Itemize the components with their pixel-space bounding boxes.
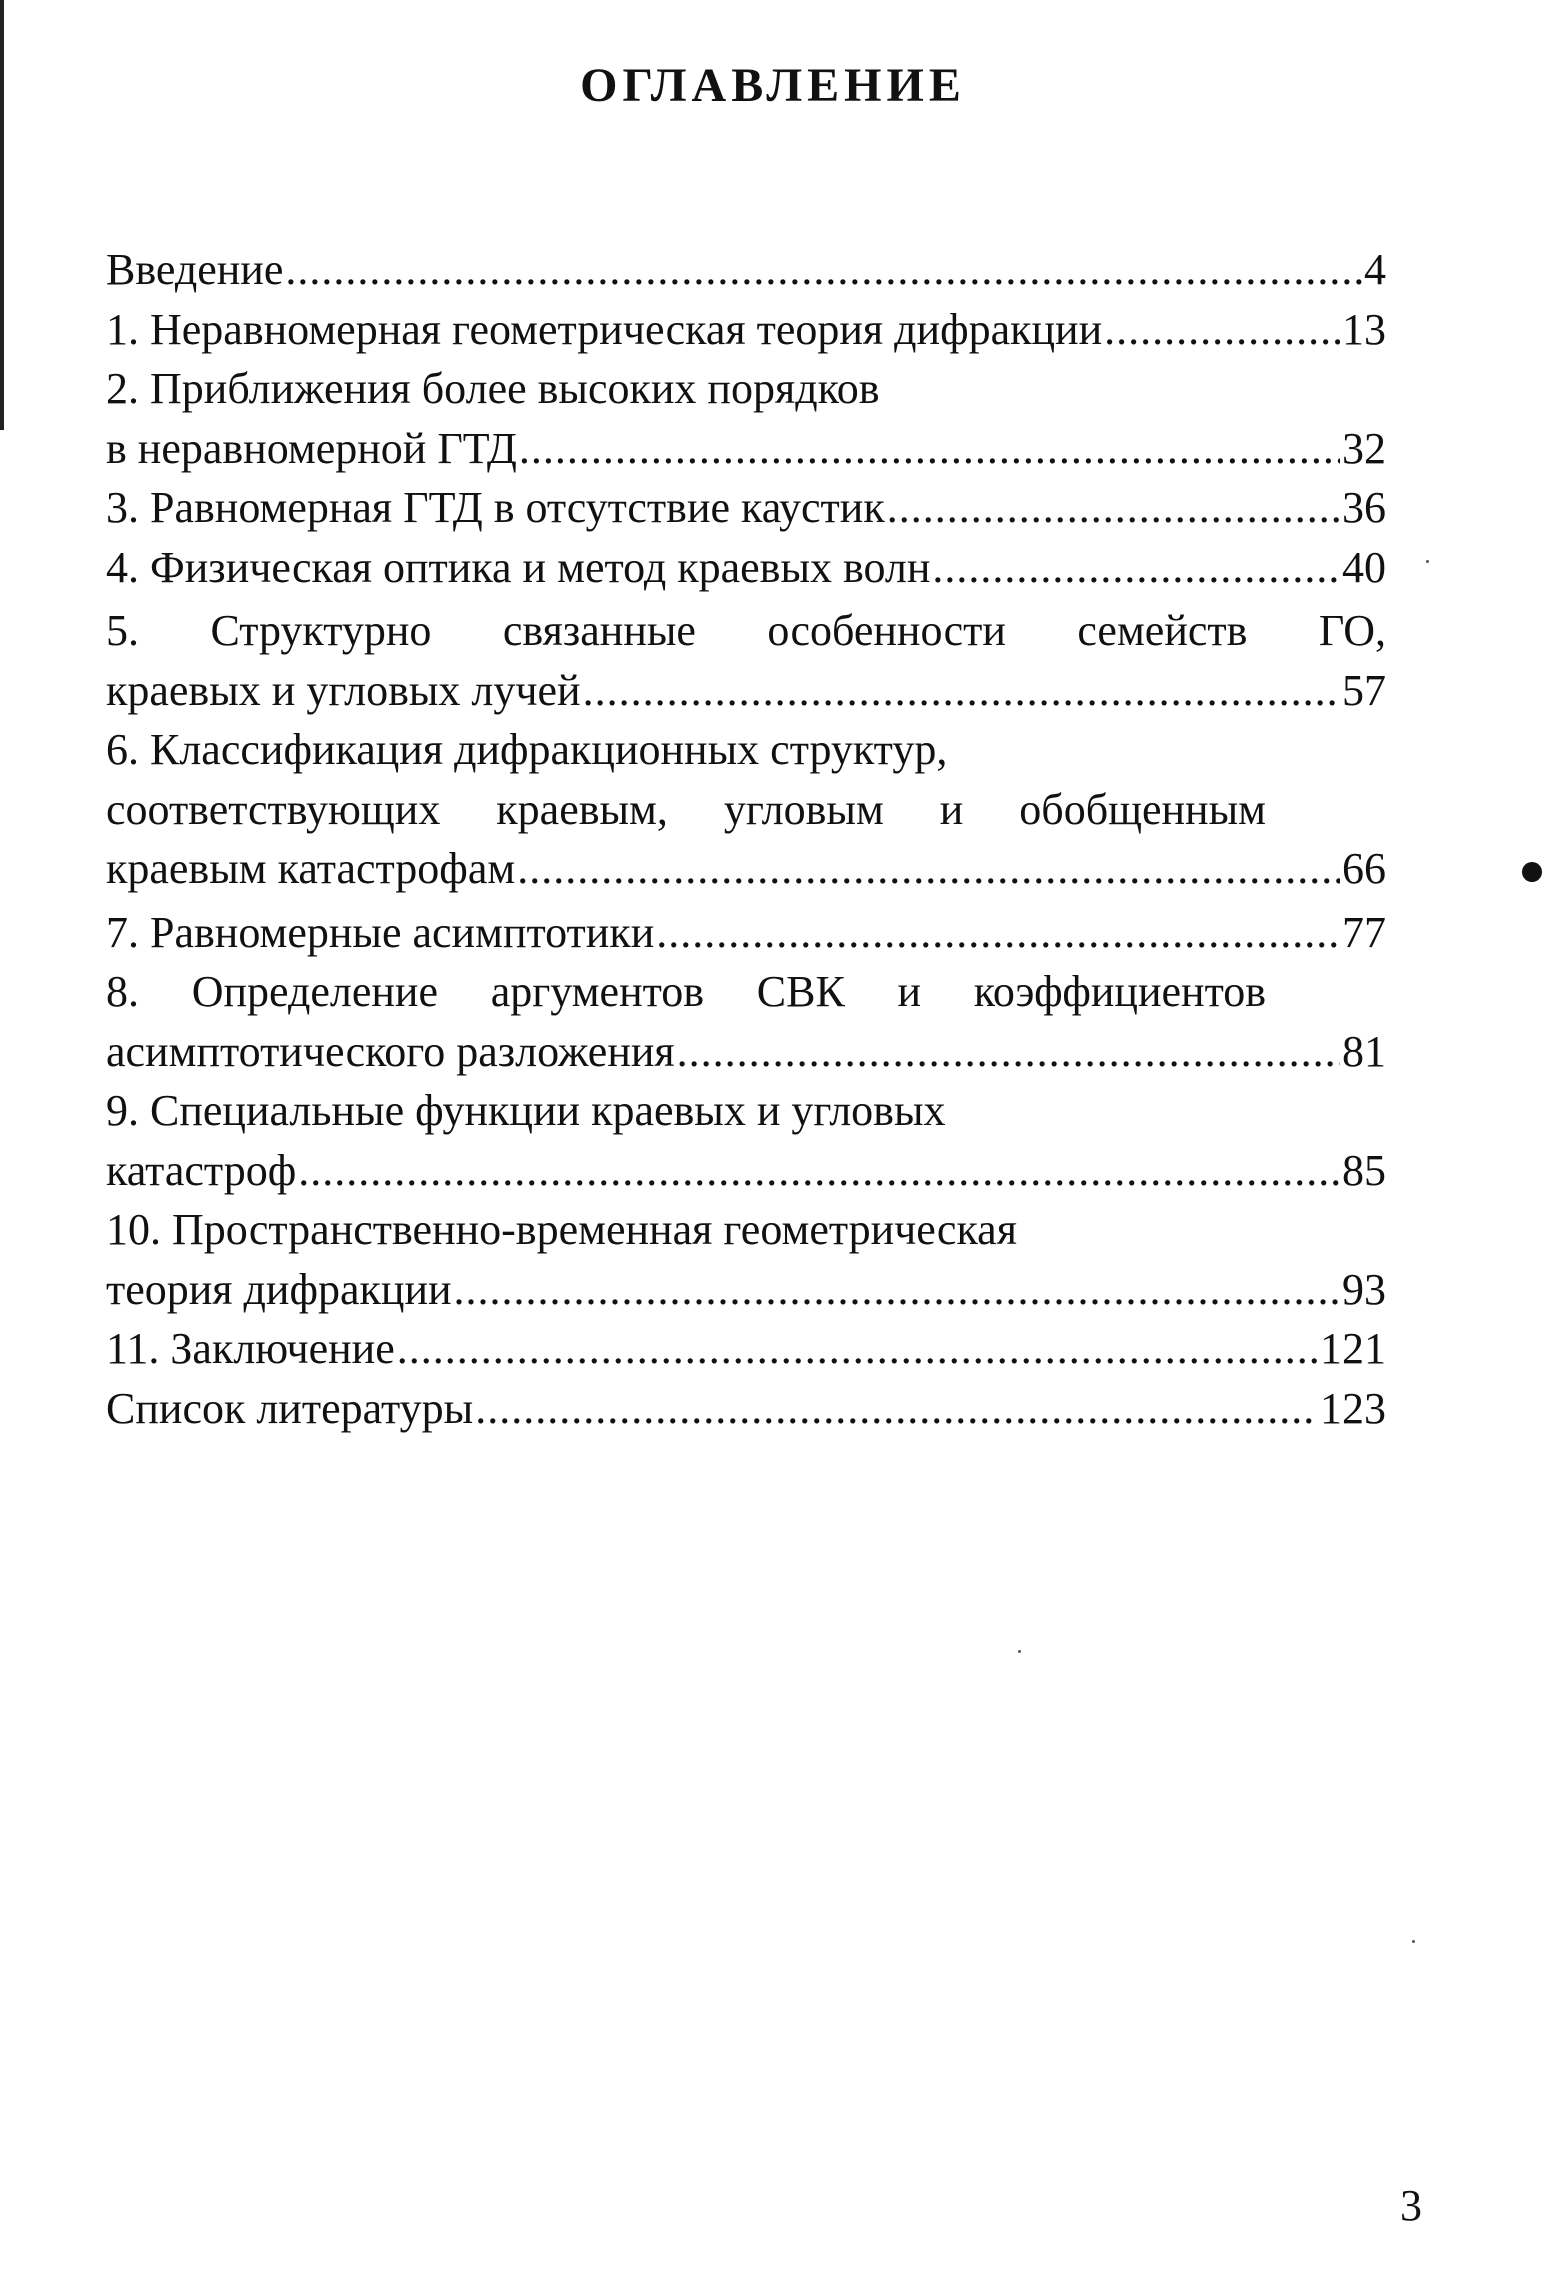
toc-entry-chapter-10[interactable] <box>106 1200 1386 1319</box>
toc-page-number: 77 <box>1342 907 1386 957</box>
scan-speck <box>1018 1650 1021 1653</box>
dot-leader <box>517 839 1340 899</box>
dot-leader <box>475 1379 1318 1439</box>
toc-page-number: 57 <box>1342 665 1386 715</box>
toc-entry-title: 11. Заключение <box>106 1324 395 1373</box>
toc-entry-title: 10. Пространственно-временная геометрическая <box>106 1205 1017 1254</box>
toc-entry-title-continued: в неравномерной ГТД <box>106 423 517 473</box>
toc-entry-chapter-7[interactable] <box>106 903 1386 963</box>
dot-leader <box>677 1022 1340 1082</box>
toc-entry-title: 3. Равномерная ГТД в отсутствие каустик <box>106 483 885 532</box>
toc-entry-chapter-9[interactable] <box>106 1081 1386 1200</box>
toc-entry-title: 9. Специальные функции краевых и угловых <box>106 1086 946 1135</box>
table-of-contents <box>106 240 1386 1438</box>
toc-entry-chapter-3[interactable] <box>106 478 1386 538</box>
toc-entry-introduction[interactable] <box>106 240 1386 300</box>
toc-entry-chapter-11[interactable] <box>106 1319 1386 1379</box>
toc-entry-chapter-1[interactable] <box>106 300 1386 360</box>
toc-entry-title-continued: катастроф <box>106 1145 297 1195</box>
dot-leader <box>454 1260 1340 1320</box>
toc-entry-title: Введение <box>106 245 284 294</box>
dot-leader <box>932 538 1340 598</box>
toc-entry-title: 6. Классификация дифракционных структур, <box>106 725 948 774</box>
toc-entry-title: 5. Структурно связанные особенности семейств ГО, <box>106 606 1386 655</box>
toc-page-number: 4 <box>1364 245 1386 294</box>
toc-entry-chapter-2[interactable] <box>106 359 1386 478</box>
toc-page-number: 40 <box>1342 542 1386 592</box>
toc-entry-title: 4. Физическая оптика и метод краевых волн <box>106 542 931 592</box>
toc-entry-chapter-4[interactable] <box>106 538 1386 598</box>
toc-entry-title-continued: асимптотического разложения <box>106 1026 675 1076</box>
toc-page-number: 66 <box>1342 844 1386 893</box>
dot-leader <box>887 478 1340 538</box>
toc-entry-title: 1. Неравномерная геометрическая теория дифракции <box>106 304 1103 354</box>
toc-page-number: 81 <box>1342 1026 1386 1076</box>
toc-page-number: 13 <box>1342 304 1386 354</box>
dot-leader <box>285 240 1362 300</box>
toc-page-number: 85 <box>1342 1145 1386 1195</box>
toc-entry-bibliography[interactable] <box>106 1379 1386 1439</box>
toc-entry-title: Список литературы <box>106 1383 474 1433</box>
page-title: ОГЛАВЛЕНИЕ <box>580 59 966 112</box>
scan-speck <box>1426 560 1429 563</box>
toc-page-number: 123 <box>1320 1383 1386 1433</box>
toc-entry-chapter-6[interactable] <box>106 720 1386 899</box>
dot-leader <box>298 1141 1340 1201</box>
dot-leader <box>519 419 1340 479</box>
toc-page-number: 32 <box>1342 423 1386 473</box>
toc-entry-chapter-8[interactable] <box>106 962 1386 1081</box>
dot-leader <box>583 661 1340 721</box>
toc-entry-title: 8. Определение аргументов СВК и коэффициентов <box>106 967 1266 1016</box>
dot-leader <box>656 903 1340 963</box>
binding-hole-mark <box>1522 862 1542 882</box>
toc-entry-title: 7. Равномерные асимптотики <box>106 907 655 957</box>
page-number: 3 <box>1400 2181 1422 2230</box>
toc-entry-chapter-5[interactable] <box>106 601 1386 720</box>
toc-entry-title-continued: краевых и угловых лучей <box>106 665 581 715</box>
toc-entry-title-continued: соответствующих краевым, угловым и обобщенным <box>106 784 1266 834</box>
toc-page-number: 121 <box>1320 1324 1386 1373</box>
toc-page-number: 36 <box>1342 483 1386 532</box>
toc-page-number: 93 <box>1342 1264 1386 1314</box>
scan-speck <box>1412 1940 1415 1943</box>
dot-leader <box>397 1319 1318 1379</box>
toc-entry-title-continued: краевым катастрофам <box>106 844 516 893</box>
toc-entry-title-continued: теория дифракции <box>106 1264 452 1314</box>
toc-entry-title: 2. Приближения более высоких порядков <box>106 364 880 413</box>
dot-leader <box>1104 300 1340 360</box>
